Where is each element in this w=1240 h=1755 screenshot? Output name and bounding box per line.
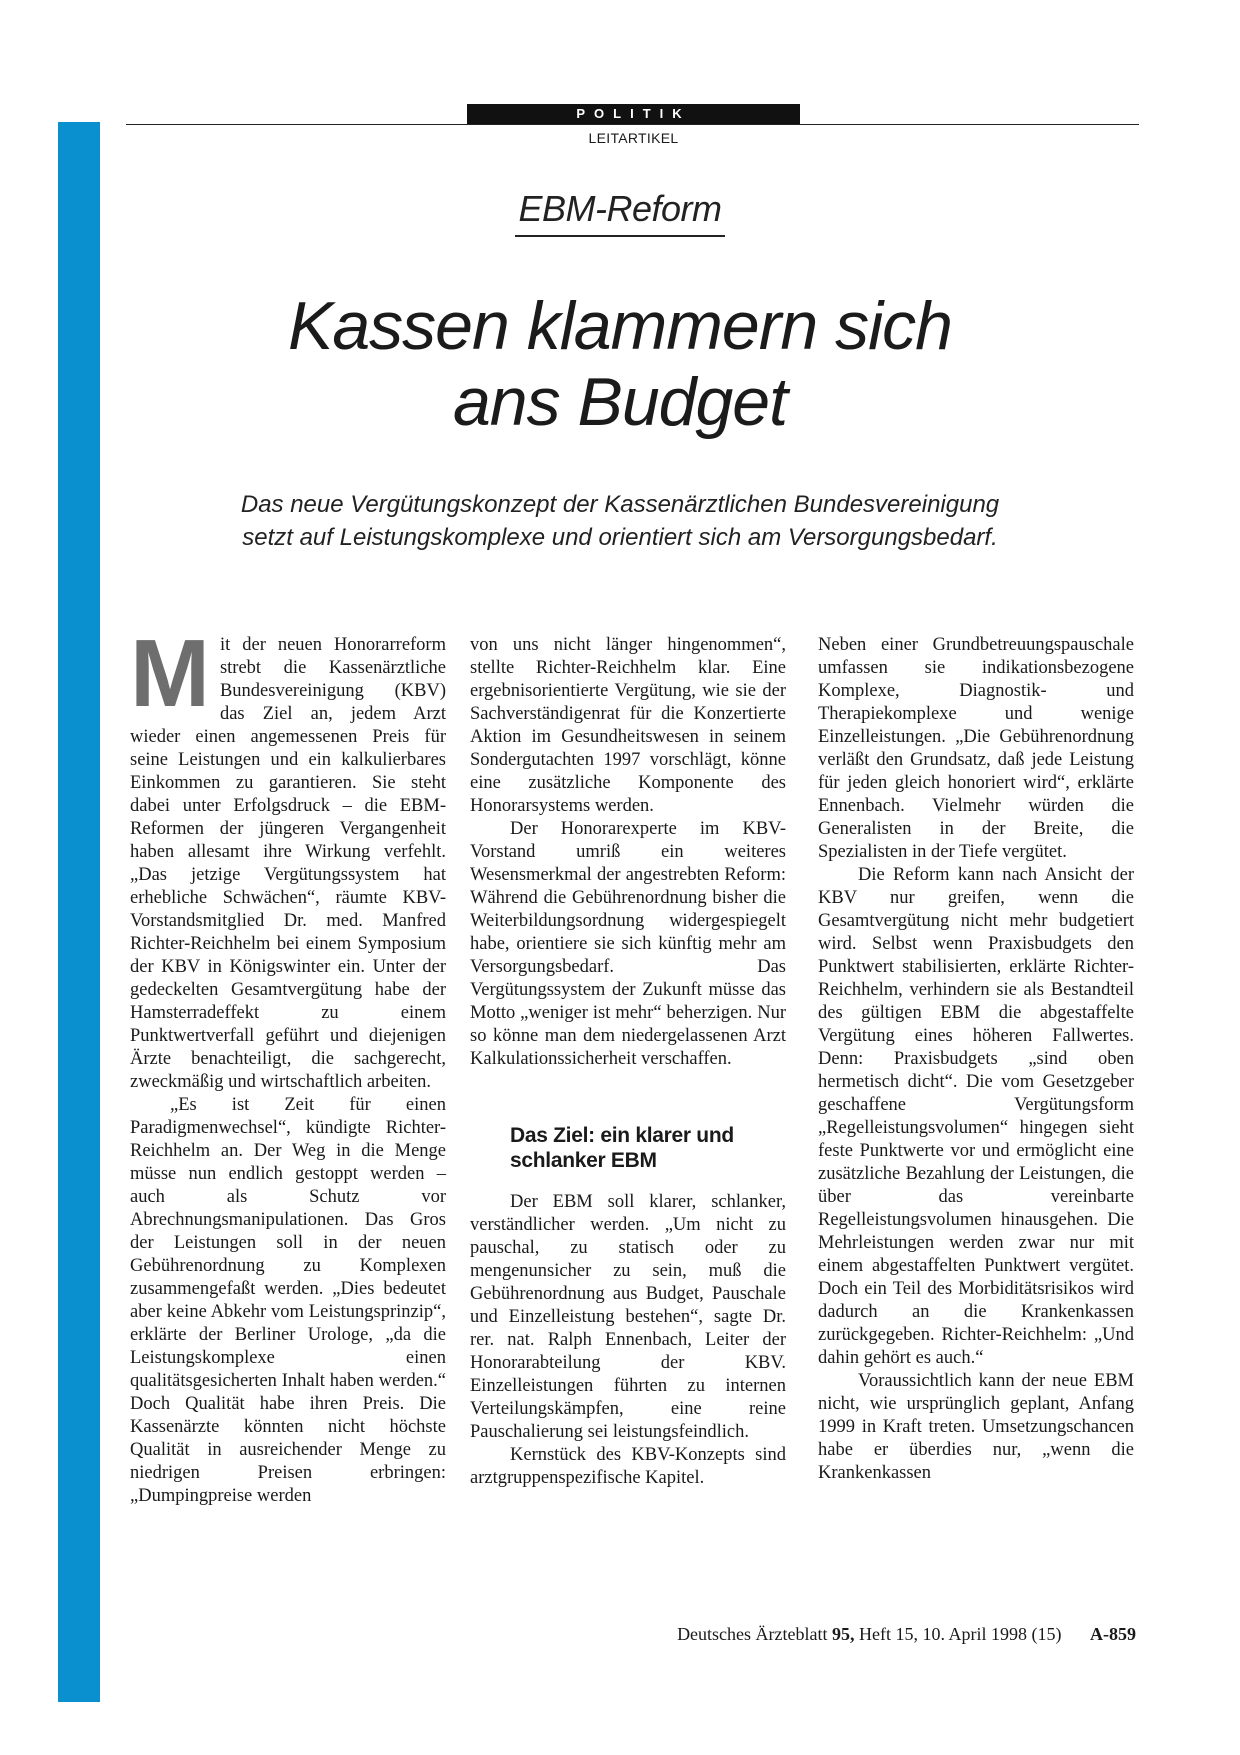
headline	[0, 288, 1240, 440]
body-paragraph: von uns nicht länger hingenommen“, stellte Richter-Reichhelm klar. Eine ergebnisorientierte Vergütung, wie sie der Sachverständigenrat für die Konzertierte Aktion im Gesundheitswesen in seinem Sondergutachten 1997 vorschlägt, könne eine zusätzliche Komponente des Honorarsystems werden.	[470, 635, 786, 816]
body-paragraph: Der EBM soll klarer, schlanker, verständlicher werden. „Um nicht zu pauschal, zu statisch oder zu mengenunsicher zu sein, muß die Gebührenordnung aus Budget, Pauschale und Einzelleistung bestehen“, sagte Dr. rer. nat. Ralph Ennenbach, Leiter der Honorarabteilung der KBV. Einzelleistungen führten zu internen Verteilungskämpfen, eine reine Pauschalierung sei leistungsfeindlich.	[470, 1192, 786, 1442]
body-paragraph: Der Honorarexperte im KBV-Vorstand umriß ein weiteres Wesensmerkmal der angestrebten Reform: Während die Gebührenordnung bisher die Weiterbildungsordnung widergespiegelt habe, orientiere sie sich künftig mehr am Versorgungsbedarf. Das Vergütungssystem der Zukunft müsse das Motto „weniger ist mehr“ beherzigen. Nur so könne man dem niedergelassenen Arzt Kalkulationssicherheit verschaffen.	[470, 819, 786, 1069]
body-paragraph: „Es ist Zeit für einen Paradigmenwechsel“, kündigte Richter-Reichhelm an. Der Weg in die Menge müsse nun endlich gestoppt werden – auch als Schutz vor Abrechnungsmanipulationen. Das Gros der Leistungen soll in der neuen Gebührenordnung zu Komplexen zusammengefaßt werden. „Dies bedeutet aber keine Abkehr vom Leistungsprinzip“, erklärte der Berliner Urologe, „da die Leistungskomplexe einen qualitätsgesicherten Inhalt haben werden.“ Doch Qualität habe ihren Preis. Die Kassenärzte könnten nicht höchste Qualität in ausreichender Menge zu niedrigen Preisen erbringen: „Dumpingpreise werden	[130, 1095, 446, 1506]
body-paragraph: Neben einer Grundbetreuungspauschale umfassen sie indikationsbezogene Komplexe, Diagnostik- und Therapiekomplexe und wenige Einzelleistungen. „Die Gebührenordnung verläßt den Grundsatz, daß jede Leistung für jeden gleich honoriert wird“, erklärte Ennenbach. Vielmehr würden die Generalisten in der Breite, die Spezialisten in der Tiefe vergütet.	[818, 635, 1134, 862]
lead-paragraph	[150, 488, 1090, 554]
journal-name: Deutsches Ärzteblatt	[677, 1624, 828, 1644]
article-column-2	[470, 634, 786, 1490]
section-subheading: Das Ziel: ein klarer und schlanker EBM	[510, 1124, 734, 1172]
lead-line-2: setzt auf Leistungskomplexe und orientiert sich am Versorgungsbedarf.	[242, 524, 998, 551]
subsection-label: LEITARTIKEL	[588, 130, 679, 146]
section-label: POLITIK	[467, 104, 800, 124]
body-paragraph: Voraussichtlich kann der neue EBM nicht, wie ursprünglich geplant, Anfang 1999 in Kraft treten. Umsetzungschancen habe er überdies nur, „wenn die Krankenkassen	[818, 1371, 1134, 1483]
kicker-text: EBM-Reform	[515, 188, 724, 237]
header-rule	[126, 124, 1139, 125]
volume-number: 95,	[832, 1624, 855, 1644]
headline-line-2: ans Budget	[452, 364, 788, 440]
drop-cap: M	[130, 620, 210, 727]
article-column-3	[818, 634, 1134, 1485]
page-footer	[677, 1624, 1136, 1645]
headline-line-1: Kassen klammern sich	[287, 288, 953, 364]
body-paragraph: Die Reform kann nach Ansicht der KBV nur greifen, wenn die Gesamtvergütung nicht mehr budgetiert wird. Selbst wenn Praxisbudgets den Punktwert stabilisierten, erklärte Richter-Reichhelm, verhindern sie als Bestandteil des gültigen EBM die abgestaffelte Vergütung eines höheren Fallwertes. Denn: Praxisbudgets „sind oben hermetisch dicht“. Die vom Gesetzgeber geschaffene Vergütungsform „Regelleistungsvolumen“ hingegen sieht feste Punktwerte vor und ermöglicht eine zusätzliche Bezahlung der Leistungen, die über das vereinbarte Regelleistungsvolumen hinausgehen. Die Mehrleistungen werden zwar nur mit einem abgestaffelten Punktwert vergütet. Doch ein Teil des Morbiditätsrisikos wird dadurch an die Krankenkassen zurückgegeben. Richter-Reichhelm: „Und dahin gehört es auch.“	[818, 865, 1134, 1368]
kicker	[0, 188, 1240, 237]
body-paragraph: it der neuen Honorarreform strebt die Kassenärztliche Bundesvereinigung (KBV) das Ziel an, jedem Arzt wieder einen angemessenen Preis für seine Leistungen und ein kalkulierbares Einkommen zu garantieren. Sie steht dabei unter Erfolgsdruck – die EBM-Reformen der jüngeren Vergangenheit haben allesamt ihre Wirkung verfehlt. „Das jetzige Vergütungssystem hat erhebliche Schwächen“, räumte KBV-Vorstandsmitglied Dr. med. Manfred Richter-Reichhelm bei einem Symposium der KBV in Königswinter ein. Unter der gedeckelten Gesamtvergütung habe der Hamsterradeffekt zu einem Punktwertverfall geführt und diejenigen Ärzte benachteiligt, die sachgerecht, zweckmäßig und wirtschaftlich arbeiten.	[130, 635, 446, 1092]
lead-line-1: Das neue Vergütungskonzept der Kassenärztlichen Bundesvereinigung	[240, 491, 1000, 518]
body-paragraph: Kernstück des KBV-Konzepts sind arztgruppenspezifische Kapitel.	[470, 1445, 786, 1488]
issue-info: Heft 15, 10. April 1998 (15)	[859, 1624, 1062, 1644]
page-number: A-859	[1090, 1624, 1136, 1644]
article-column-1	[130, 620, 446, 1508]
